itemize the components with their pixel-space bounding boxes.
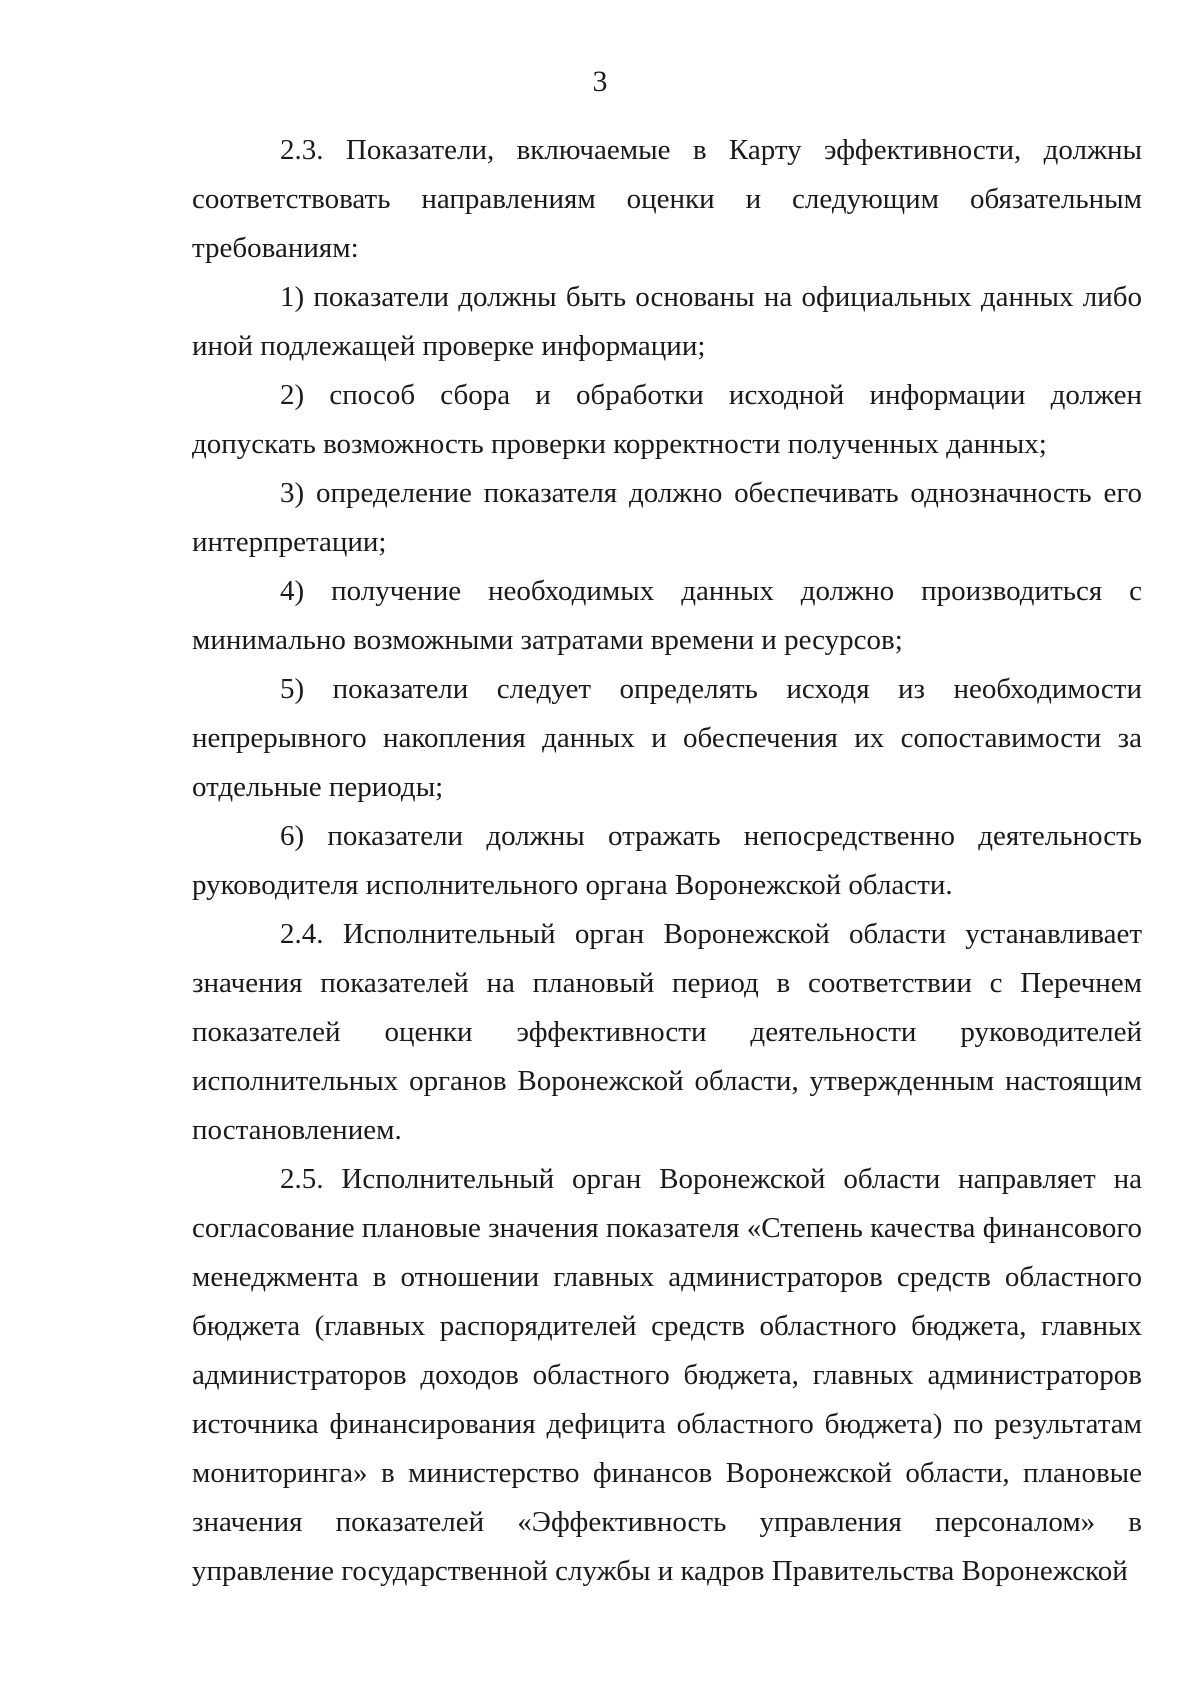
page-number: 3 bbox=[592, 65, 608, 98]
list-item-1: 1) показатели должны быть основаны на официальных данных либо иной подлежащей проверке информации; bbox=[192, 281, 1142, 362]
paragraph-2-3: 2.3. Показатели, включаемые в Карту эффективности, должны соответствовать направлениям оценки и следующим обязательным требованиям: bbox=[192, 134, 1142, 264]
paragraph-2-5: 2.5. Исполнительный орган Воронежской области направляет на согласование плановые значения показателя «Степень качества финансового менеджмента в отношении главных администраторов средств областного бюджета (главных распорядителей средств областного бюджета, главных администраторов доходов областного бюджета, главных администраторов источника финансирования дефицита областного бюджета) по результатам мониторинга» в министерство финансов Воронежской области, плановые значения показателей «Эффективность управления персоналом» в управление государственной службы и кадров Правительства Воронежской bbox=[192, 1163, 1142, 1587]
list-item-6: 6) показатели должны отражать непосредственно деятельность руководителя исполнительного органа Воронежской области. bbox=[192, 820, 1142, 901]
list-item-5: 5) показатели следует определять исходя из необходимости непрерывного накопления данных и обеспечения их сопоставимости за отдельные периоды; bbox=[192, 673, 1142, 803]
list-item-3: 3) определение показателя должно обеспечивать однозначность его интерпретации; bbox=[192, 477, 1142, 558]
list-item-4: 4) получение необходимых данных должно производиться с минимально возможными затратами времени и ресурсов; bbox=[192, 575, 1142, 656]
document-body bbox=[192, 126, 1142, 1596]
paragraph-2-4: 2.4. Исполнительный орган Воронежской области устанавливает значения показателей на плановый период в соответствии с Перечнем показателей оценки эффективности деятельности руководителей исполнительных органов Воронежской области, утвержденным настоящим постановлением. bbox=[192, 918, 1142, 1146]
list-item-2: 2) способ сбора и обработки исходной информации должен допускать возможность проверки корректности полученных данных; bbox=[192, 379, 1142, 460]
